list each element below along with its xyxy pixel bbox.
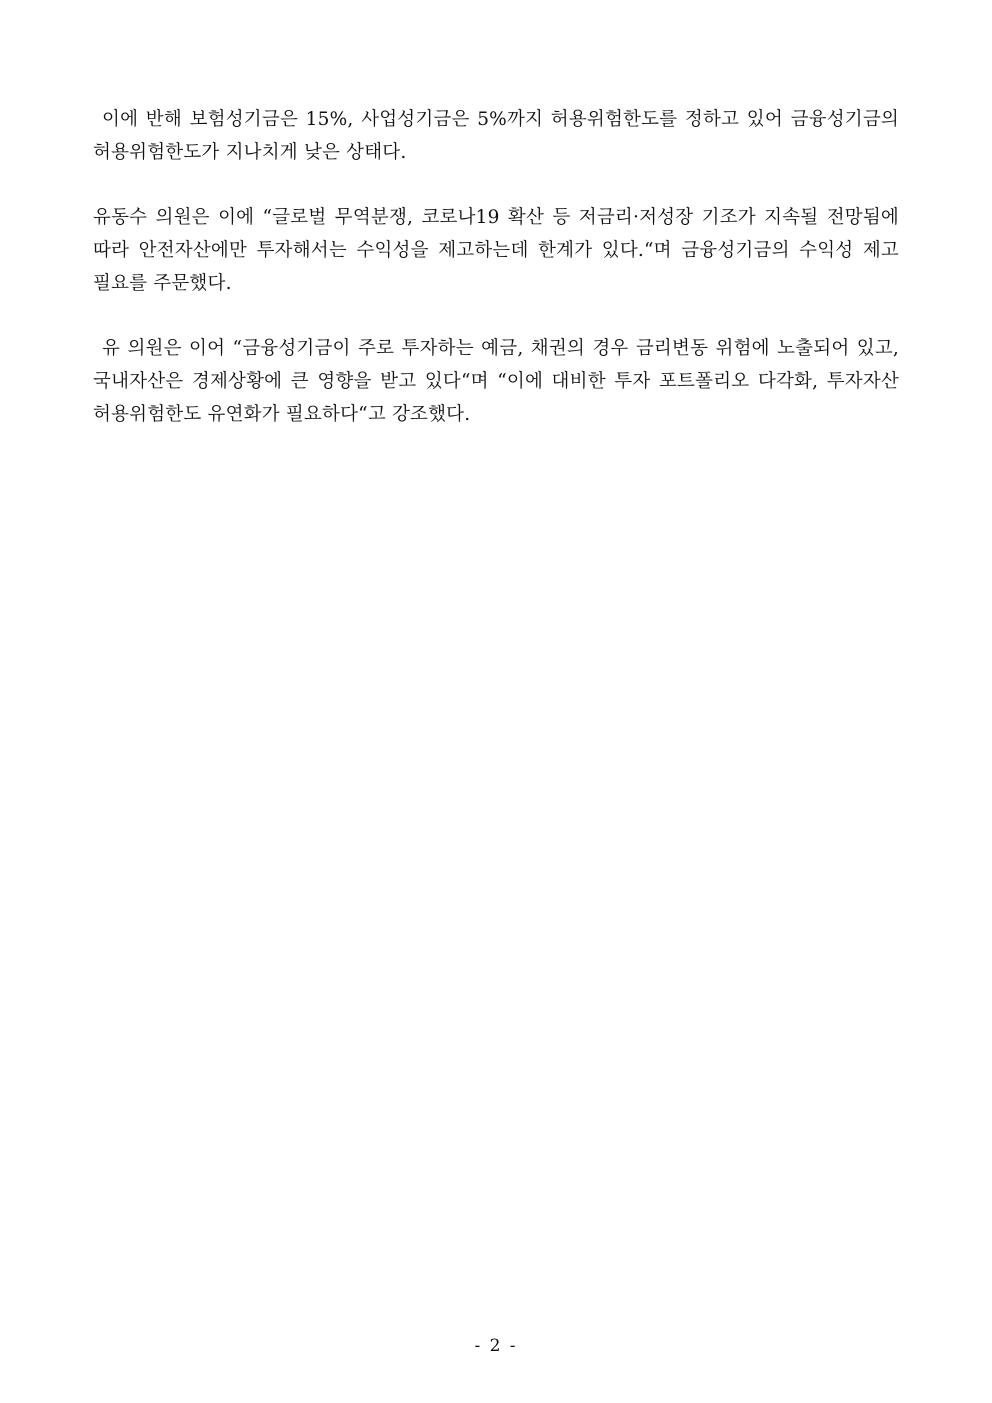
paragraph-risk-limits: 이에 반해 보험성기금은 15%, 사업성기금은 5%까지 허용위험한도를 정하고 있어 금융성기금의 허용위험한도가 지나치게 낮은 상태다. (93, 109, 899, 163)
document-body (93, 103, 899, 463)
page-number: - 2 - (474, 1336, 518, 1356)
paragraph-portfolio-diversification: 유 의원은 이어 “금융성기금이 주로 투자하는 예금, 채권의 경우 금리변동 위험에 노출되어 있고, 국내자산은 경제상황에 큰 영향을 받고 있다“며 “이에 대비한 투자 포트폴리오 다각화, 투자자산 허용위험한도 유연화가 필요하다“고 강조했다. (93, 338, 899, 425)
paragraph-yoo-statement: 유동수 의원은 이에 “글로벌 무역분쟁, 코로나19 확산 등 저금리·저성장 기조가 지속될 전망됨에 따라 안전자산에만 투자해서는 수익성을 제고하는데 한계가 있다.“며 금융성기금의 수익성 제고 필요를 주문했다. (93, 207, 899, 294)
